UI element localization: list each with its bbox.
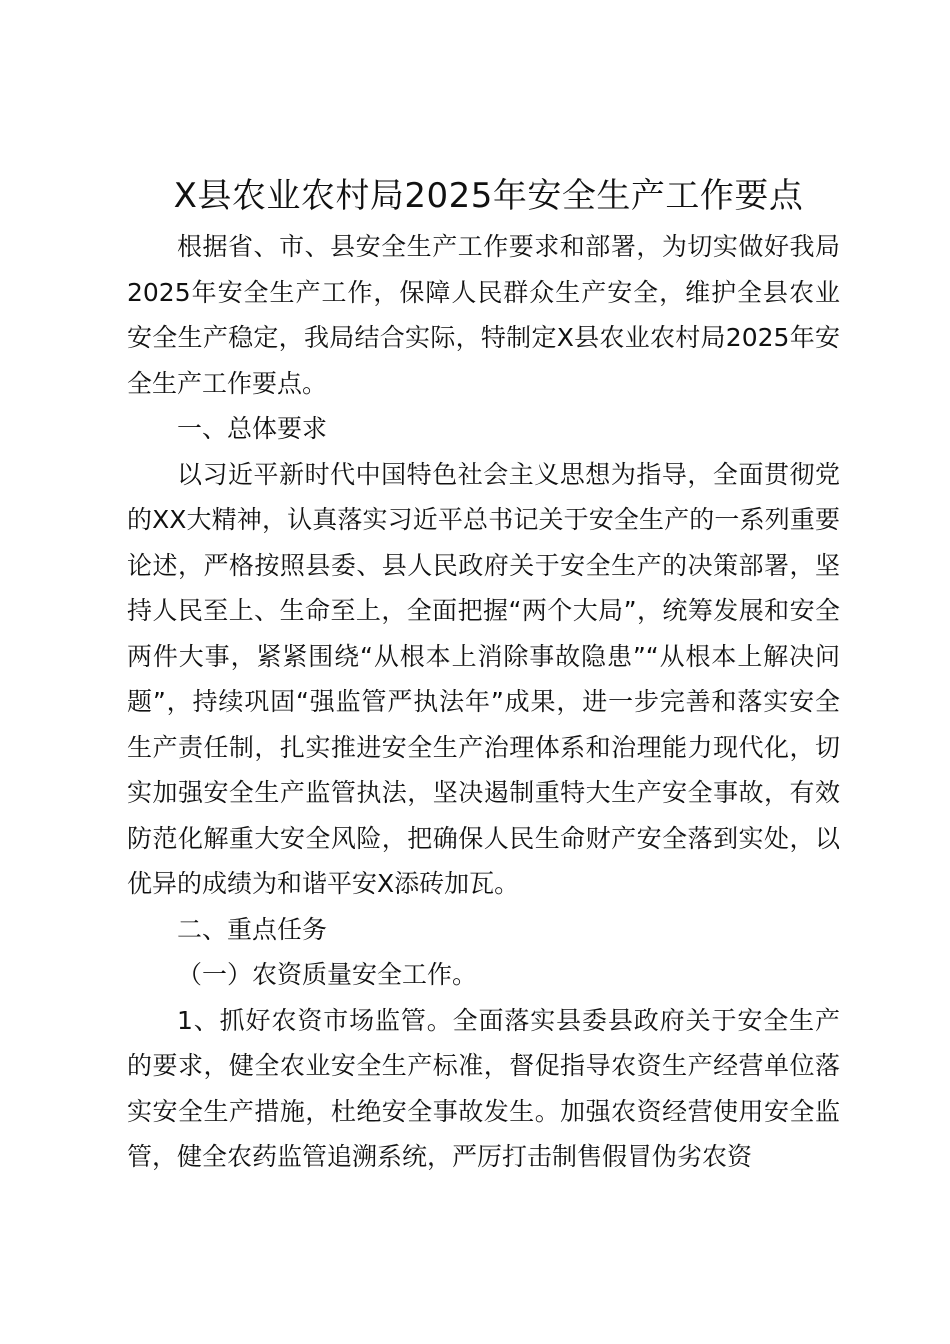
section-heading-overall-requirements: 一、总体要求: [177, 414, 328, 443]
section-heading-key-tasks: 二、重点任务: [177, 914, 328, 944]
item-paragraph-market-supervision: 1、抓好农资市场监管。全面落实县委县政府关于安全生产的要求，健全农业安全生产标准，督促指导农资生产经营单位落实安全生产措施，杜绝安全事故发生。加强农资经营使用安全监管，健全农药监管追溯系统，严厉打击制售假冒伪劣农资: [127, 1005, 840, 1171]
document-title: X县农业农村局2025年安全生产工作要点: [173, 176, 804, 216]
intro-paragraph: 根据省、市、县安全生产工作要求和部署，为切实做好我局2025年安全生产工作，保障人民群众生产安全，维护全县农业安全生产稳定，我局结合实际，特制定X县农业农村局2025年安全生产工作要点。: [127, 232, 840, 398]
subsection-heading-agri-input-safety: （一）农资质量安全工作。: [177, 960, 478, 989]
overall-requirements-paragraph: 以习近平新时代中国特色社会主义思想为指导，全面贯彻党的XX大精神，认真落实习近平总书记关于安全生产的一系列重要论述，严格按照县委、县人民政府关于安全生产的决策部署，坚持人民至上、生命至上，全面把握“两个大局”，统筹发展和安全两件大事，紧紧围绕“从根本上消除事故隐患”“从根本上解决问题”，持续巩固“强监管严执法年”成果，进一步完善和落实安全生产责任制，扎实推进安全生产治理体系和治理能力现代化，切实加强安全生产监管执法，坚决遏制重特大生产安全事故，有效防范化解重大安全风险，把确保人民生命财产安全落到实处，以优异的成绩为和谐平安X添砖加瓦。: [127, 459, 840, 898]
